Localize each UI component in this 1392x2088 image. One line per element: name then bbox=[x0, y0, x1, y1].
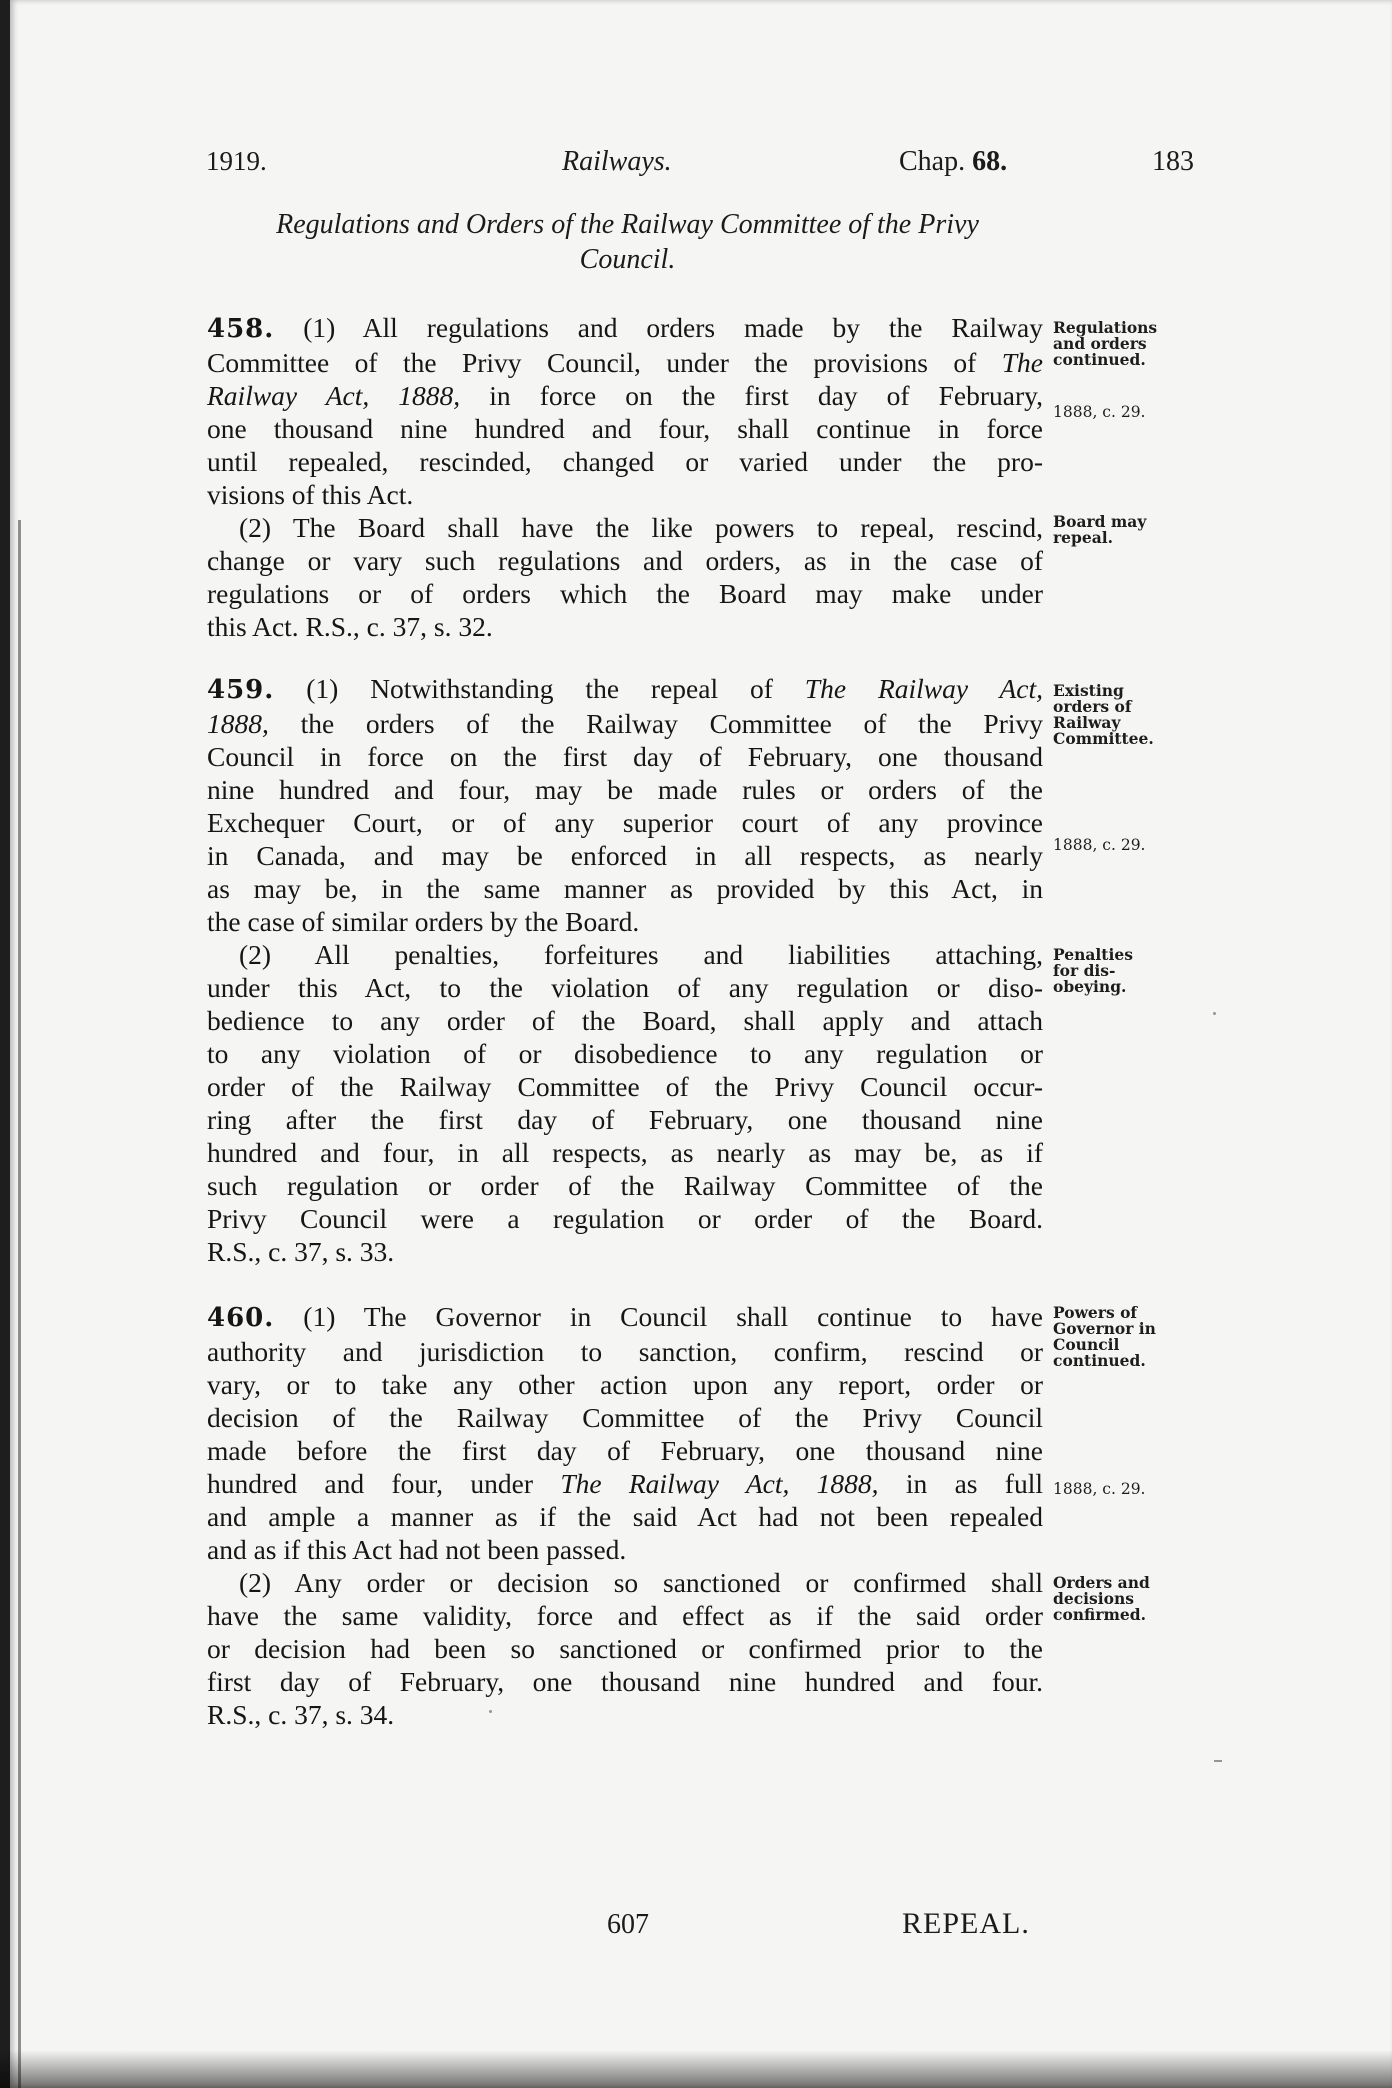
margin-note-citation: 1888, c. 29. bbox=[1053, 836, 1146, 854]
margin-note-line: orders of bbox=[1053, 697, 1132, 716]
section-458 bbox=[207, 311, 1043, 643]
s459-line bbox=[207, 707, 1043, 740]
section-460 bbox=[207, 1300, 1043, 1731]
margin-note-orders-confirmed bbox=[1053, 1575, 1183, 1623]
s459-line: bedience to any order of the Board, shall apply and attach bbox=[207, 1005, 1043, 1036]
margin-note-line: Existing bbox=[1053, 681, 1124, 700]
s460-line: or decision had been so sanctioned or confirmed prior to the bbox=[207, 1633, 1043, 1664]
s459-line: such regulation or order of the Railway Committee of the bbox=[207, 1170, 1043, 1201]
page-edge-shadow bbox=[0, 0, 10, 2088]
section-heading-line2: Council. bbox=[579, 244, 676, 275]
s459-line: as may be, in the same manner as provided by this Act, in bbox=[207, 873, 1043, 904]
s458-italic: Railway Act, 1888, bbox=[207, 380, 461, 411]
s460-line: R.S., c. 37, s. 34. bbox=[207, 1699, 395, 1730]
s458-italic: The bbox=[1001, 347, 1043, 378]
s460-italic: The Railway Act, 1888, bbox=[560, 1468, 879, 1499]
s460-line: (2) Any order or decision so sanctioned or confirmed shall bbox=[239, 1567, 1043, 1598]
margin-note-line: Railway bbox=[1053, 713, 1121, 732]
s460-line: decision of the Railway Committee of the Privy Council bbox=[207, 1402, 1043, 1433]
s459-line: (2) All penalties, forfeitures and liabilities attaching, bbox=[239, 939, 1043, 970]
s459-line: the case of similar orders by the Board. bbox=[207, 906, 640, 937]
margin-note-line: continued. bbox=[1053, 1351, 1146, 1370]
margin-note-line: Orders and bbox=[1053, 1573, 1150, 1592]
s460-text: hundred and four, under bbox=[207, 1468, 561, 1499]
section-heading-line1: Regulations and Orders of the Railway Committee of the Privy bbox=[276, 209, 979, 240]
chapter-label: Chap. bbox=[899, 146, 966, 177]
margin-note-line: Penalties bbox=[1053, 945, 1133, 964]
binding-shadow bbox=[18, 520, 21, 2088]
s459-line: to any violation of or disobedience to any regulation or bbox=[207, 1038, 1043, 1069]
s459-line: nine hundred and four, may be made rules or orders of the bbox=[207, 774, 1043, 805]
scan-speck bbox=[489, 1710, 492, 1713]
s460-line: and as if this Act had not been passed. bbox=[207, 1534, 627, 1565]
margin-note-existing-orders bbox=[1053, 683, 1183, 747]
s459-line: under this Act, to the violation of any regulation or diso- bbox=[207, 972, 1043, 1003]
margin-note-board-may-repeal bbox=[1053, 514, 1183, 546]
margin-note-line: Powers of bbox=[1053, 1303, 1138, 1322]
margin-note-line: continued. bbox=[1053, 350, 1146, 369]
running-head-year: 1919. bbox=[206, 146, 267, 176]
margin-note-line: confirmed. bbox=[1053, 1605, 1146, 1624]
margin-note-line: Governor in bbox=[1053, 1319, 1156, 1338]
s460-line: and ample a manner as if the said Act had not been repealed bbox=[207, 1501, 1043, 1532]
running-head-title: Railways. bbox=[562, 146, 672, 177]
margin-note-line: Council bbox=[1053, 1335, 1120, 1354]
footer-catchword: REPEAL. bbox=[902, 1907, 1030, 1940]
section-459 bbox=[207, 672, 1043, 1268]
s459-italic: The Railway Act, bbox=[804, 673, 1043, 704]
s460-line: vary, or to take any other action upon any report, order or bbox=[207, 1369, 1043, 1400]
s459-line: R.S., c. 37, s. 33. bbox=[207, 1236, 395, 1267]
scan-speck bbox=[1214, 1760, 1222, 1762]
s459-line: Council in force on the first day of February, one thousand bbox=[207, 741, 1043, 772]
margin-note-line: Regulations bbox=[1053, 318, 1158, 337]
footer-page-number: 607 bbox=[607, 1909, 649, 1940]
s459-line bbox=[207, 672, 1043, 707]
margin-note-powers bbox=[1053, 1305, 1183, 1369]
s458-line: this Act. R.S., c. 37, s. 32. bbox=[207, 611, 493, 642]
s458-line bbox=[207, 346, 1043, 379]
s460-line bbox=[207, 1300, 1043, 1335]
margin-note-citation: 1888, c. 29. bbox=[1053, 1480, 1146, 1498]
s460-text: (1) The Governor in Council shall continue to have bbox=[303, 1301, 1043, 1332]
s459-text: the orders of the Railway Committee of the Privy bbox=[268, 708, 1043, 739]
s459-text: (1) Notwithstanding the repeal of bbox=[306, 673, 805, 704]
running-head-chapter bbox=[899, 146, 1007, 182]
bottom-edge-shadow bbox=[0, 2050, 1392, 2088]
s460-line: made before the first day of February, one thousand nine bbox=[207, 1435, 1043, 1466]
margin-note-penalties bbox=[1053, 947, 1183, 995]
s460-line: have the same validity, force and effect as if the said order bbox=[207, 1600, 1043, 1631]
s458-line: one thousand nine hundred and four, shall continue in force bbox=[207, 413, 1043, 444]
s460-text: in as full bbox=[878, 1468, 1043, 1499]
scan-speck bbox=[1213, 1012, 1216, 1015]
s458-line: visions of this Act. bbox=[207, 479, 414, 510]
section-heading bbox=[200, 207, 1055, 277]
margin-note-line: and orders bbox=[1053, 334, 1147, 353]
margin-note-regulations bbox=[1053, 320, 1183, 368]
s459-line: Privy Council were a regulation or order of the Board. bbox=[207, 1203, 1043, 1234]
s458-line bbox=[207, 311, 1043, 346]
margin-note-citation: 1888, c. 29. bbox=[1053, 403, 1146, 421]
margin-note-line: decisions bbox=[1053, 1589, 1134, 1608]
s458-text: Committee of the Privy Council, under the provisions of bbox=[207, 347, 1002, 378]
margin-note-line: repeal. bbox=[1053, 528, 1114, 547]
margin-note-line: for dis- bbox=[1053, 961, 1116, 980]
margin-note-line: Committee. bbox=[1053, 729, 1154, 748]
section-number-459: 459. bbox=[207, 675, 275, 705]
s459-line: in Canada, and may be enforced in all respects, as nearly bbox=[207, 840, 1043, 871]
s460-line: first day of February, one thousand nine hundred and four. bbox=[207, 1666, 1043, 1697]
chapter-number: 68. bbox=[972, 146, 1008, 177]
s459-line: Exchequer Court, or of any superior court of any province bbox=[207, 807, 1043, 838]
page-number: 183 bbox=[1152, 146, 1194, 177]
s459-line: ring after the first day of February, one thousand nine bbox=[207, 1104, 1043, 1135]
margin-note-line: Board may bbox=[1053, 512, 1147, 531]
margin-note-line: obeying. bbox=[1053, 977, 1127, 996]
s459-line: order of the Railway Committee of the Privy Council occur- bbox=[207, 1071, 1043, 1102]
s458-text: in force on the first day of February, bbox=[460, 380, 1043, 411]
s459-italic: 1888, bbox=[207, 708, 269, 739]
section-number-458: 458. bbox=[207, 314, 275, 344]
s458-line: change or vary such regulations and orders, as in the case of bbox=[207, 545, 1043, 576]
s458-line: until repealed, rescinded, changed or varied under the pro- bbox=[207, 446, 1043, 477]
s458-line: regulations or of orders which the Board may make under bbox=[207, 578, 1043, 609]
s458-text: (1) All regulations and orders made by the Railway bbox=[303, 312, 1044, 343]
s460-line: authority and jurisdiction to sanction, confirm, rescind or bbox=[207, 1336, 1043, 1367]
section-number-460: 460. bbox=[207, 1303, 275, 1333]
s458-line: (2) The Board shall have the like powers to repeal, rescind, bbox=[239, 512, 1043, 543]
s458-line bbox=[207, 379, 1043, 412]
s460-line bbox=[207, 1467, 1043, 1500]
s459-line: hundred and four, in all respects, as nearly as may be, as if bbox=[207, 1137, 1043, 1168]
